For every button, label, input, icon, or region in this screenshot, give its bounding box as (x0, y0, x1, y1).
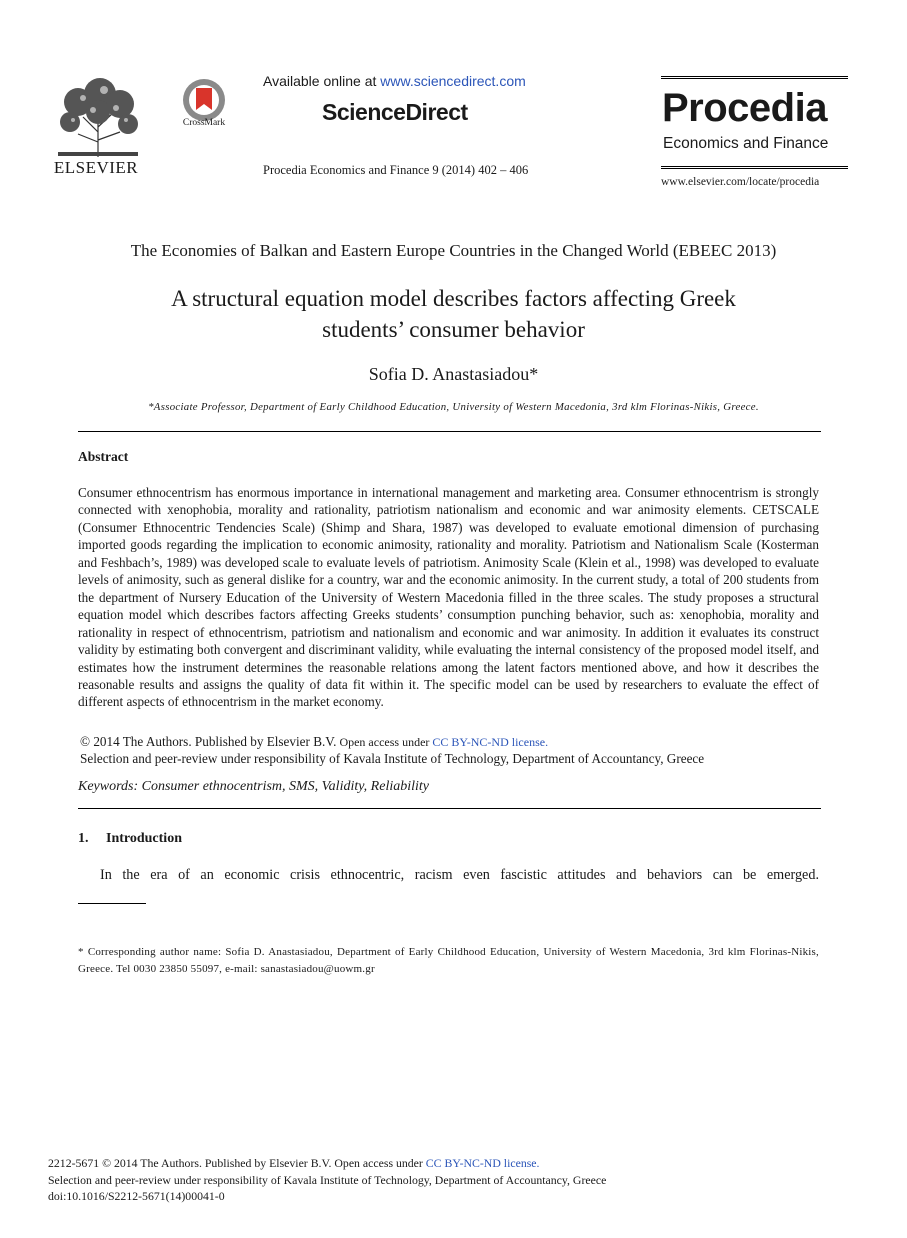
corresponding-author-footnote: * Corresponding author name: Sofia D. Anastasiadou, Department of Early Childhood Education, University of Western Macedonia, 3rd klm Florinas-Nikis, Greece. Tel 0030 23850 55097, e-mail: sanastasiadou@uowm.gr (78, 946, 819, 975)
abstract-heading: Abstract (78, 449, 129, 464)
author-affiliation: *Associate Professor, Department of Early Childhood Education, University of Western Macedonia, 3rd klm Florinas-Nikis, Greece. (148, 401, 759, 413)
keywords: Keywords: Consumer ethnocentrism, SMS, Validity, Reliability (78, 779, 429, 794)
abstract-top-rule (78, 431, 821, 432)
publisher-name: ELSEVIER (53, 158, 139, 177)
journal-url-link[interactable]: www.elsevier.com/locate/procedia (661, 176, 820, 188)
section-title: Introduction (106, 831, 182, 846)
crossmark-label: CrossMark (182, 118, 226, 128)
section-heading-introduction (78, 831, 182, 847)
copyright-line (80, 734, 548, 750)
peer-review-line: Selection and peer-review under responsibility of Kavala Institute of Technology, Department of Accountancy, Greece (80, 751, 705, 766)
available-online-line (263, 73, 526, 89)
footer-issn-text: 2212-5671 © 2014 The Authors. Published by Elsevier B.V. Open access under (48, 1156, 426, 1170)
procedia-rule-bottom (661, 166, 848, 169)
sciencedirect-link[interactable]: www.sciencedirect.com (380, 73, 526, 89)
author-name: Sofia D. Anastasiadou* (368, 364, 539, 384)
procedia-subtitle: Economics and Finance (663, 135, 829, 152)
journal-reference: Procedia Economics and Finance 9 (2014) 402 – 406 (263, 163, 529, 177)
conference-name: The Economies of Balkan and Eastern Europe Countries in the Changed World (EBEEC 2013) (130, 241, 777, 260)
sciencedirect-brand: ScienceDirect (322, 99, 468, 125)
abstract-bottom-rule (78, 808, 821, 809)
procedia-brand: Procedia (662, 86, 827, 130)
open-access-text: Open access under (336, 735, 433, 749)
footnote-rule (78, 903, 146, 904)
footer-review-line: Selection and peer-review under responsibility of Kavala Institute of Technology, Department of Accountancy, Greece (48, 1172, 607, 1187)
copyright-text: © 2014 The Authors. Published by Elsevier B.V. (80, 734, 337, 749)
license-link[interactable]: CC BY-NC-ND license. (432, 735, 549, 749)
title-line-1: A structural equation model describes factors affecting Greek (171, 286, 736, 311)
paper-title (60, 283, 847, 345)
available-prefix: Available online at (263, 73, 381, 89)
footer-issn-line (48, 1155, 848, 1172)
page-footer (48, 1155, 848, 1205)
title-line-2: students’ consumer behavior (322, 317, 585, 342)
procedia-rule-top (661, 76, 848, 79)
section-number: 1. (78, 831, 89, 846)
footer-doi[interactable]: doi:10.1016/S2212-5671(14)00041-0 (48, 1189, 225, 1203)
footer-license-link[interactable]: CC BY-NC-ND license. (425, 1156, 540, 1170)
introduction-first-line: In the era of an economic crisis ethnocentric, racism even fascistic attitudes and behaviors can be emerged. (100, 867, 819, 883)
abstract-body: Consumer ethnocentrism has enormous importance in international management and marketing area. Consumer ethnocentrism is strongly connected with xenophobia, morality and rationality, patriotism nationalism and economic and war animosity elements. CETSCALE (Consumer Ethnocentric Tendencies Scale) (Shimp and Shara, 1987) was developed to evaluate emotional dimension of purchasing imported goods regarding the implication to economic animosity, rationality and morality. Patriotism and Nationalism Scale (Kosterman and Feshbach’s, 1989) was developed scale to evaluate levels of patriotism. Animosity Scale (Klein et al., 1998) was developed to evaluate levels of animosity, such as general dislike for a country, war and the economic animosity. In the current study, a total of 200 students from the department of Nursery Education of the University of Western Macedonia filled in the three scales. The study proposes a structural equation model which describes factors affecting Greeks students’ consumption punching behavior, such as: xenophobia, morality and rationality in respect of ethnocentrism, patriotism and nationalism and economic and war animosity. In addition it evaluates its construct validity by estimating both convergent and discriminant validity, while evaluating the internal consistency of the proposed model itself, and estimates how the instrument determines the reasonable relations among the latent factors mentioned above, and how it describes the reasonable results and assigns the quality of data fit within it. The specific model can be used by researchers to evaluate the effect of different aspects of ethnocentrism in the market economy. (78, 485, 819, 710)
